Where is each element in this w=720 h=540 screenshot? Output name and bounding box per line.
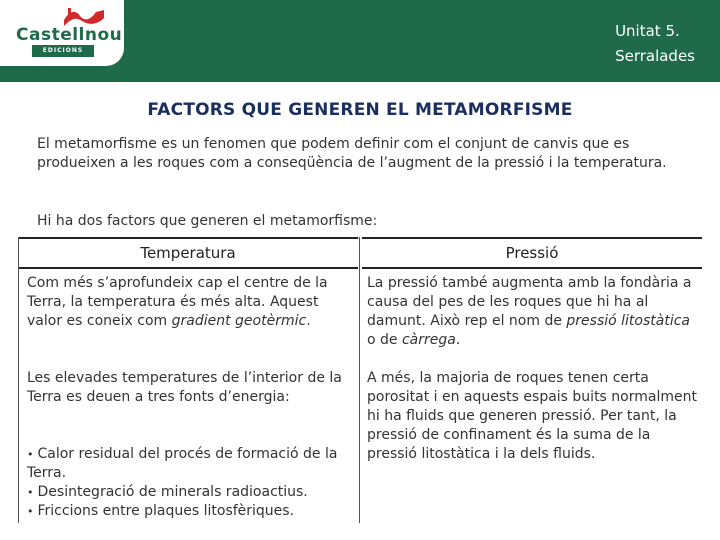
list-item-text: Friccions entre plaques litosfèriques.: [37, 503, 295, 519]
logo-wordmark: Castellnou: [16, 25, 123, 45]
factors-intro: Hi ha dos factors que generen el metamorfisme:: [37, 213, 378, 229]
table-left-border: [18, 237, 19, 523]
header-band: [0, 0, 720, 82]
list-item-text: Calor residual del procés de formació de la Terra.: [27, 446, 338, 481]
logo-subtitle: EDICIONS: [32, 45, 94, 57]
column-divider: [359, 237, 360, 523]
unit-number: Unitat 5.: [615, 22, 680, 40]
unit-name: Serralades: [615, 47, 695, 65]
logo-flag-icon: [62, 6, 106, 26]
temperature-cell-2: Les elevades temperatures de l’interior de la Terra es deuen a tres fonts d’energia:: [27, 370, 342, 405]
pressure-connector: o de: [367, 332, 402, 348]
bullet-icon: •: [27, 448, 34, 461]
list-item: [27, 483, 357, 502]
list-item: [27, 445, 357, 483]
pressure-end: .: [455, 332, 461, 348]
energy-sources-list: [27, 445, 357, 521]
temperature-term: gradient geotèrmic: [171, 313, 307, 329]
bullet-icon: •: [27, 486, 34, 499]
publisher-logo: [0, 0, 124, 66]
list-item: [27, 502, 357, 521]
page-title: FACTORS QUE GENEREN EL METAMORFISME: [147, 100, 573, 120]
intro-paragraph: El metamorfisme es un fenomen que podem definir com el conjunt de canvis que es produeixen a les roques com a conseqüència de l’augment de la pressió i la temperatura.: [37, 136, 667, 171]
bullet-icon: •: [27, 505, 34, 518]
temperature-text: Com més s’aprofundeix cap el centre de la Terra, la temperatura és més alta. Aquest valor es coneix com: [27, 275, 328, 329]
pressure-cell-2: A més, la majoria de roques tenen certa porositat i en aquests espais buits normalment hi ha fluids que generen pressió. Per tant, la pressió de confinament és la suma de la pressió litostàtica i la dels fluids.: [367, 370, 697, 462]
list-item-text: Desintegració de minerals radioactius.: [37, 484, 308, 500]
pressure-term-2: càrrega: [401, 332, 456, 348]
factors-table: [18, 237, 702, 523]
pressure-term-1: pressió litostàtica: [566, 313, 691, 329]
temperature-end: .: [306, 313, 311, 329]
pressure-text: La pressió també augmenta amb la fondària a causa del pes de les roques que hi ha al damunt. Això rep el nom de: [367, 275, 692, 329]
header-pressure: Pressió: [362, 237, 702, 269]
pressure-cell-1: [367, 274, 697, 350]
header-temperature: Temperatura: [18, 237, 358, 269]
temperature-cell-1: [27, 274, 357, 331]
unit-label: [615, 19, 695, 69]
